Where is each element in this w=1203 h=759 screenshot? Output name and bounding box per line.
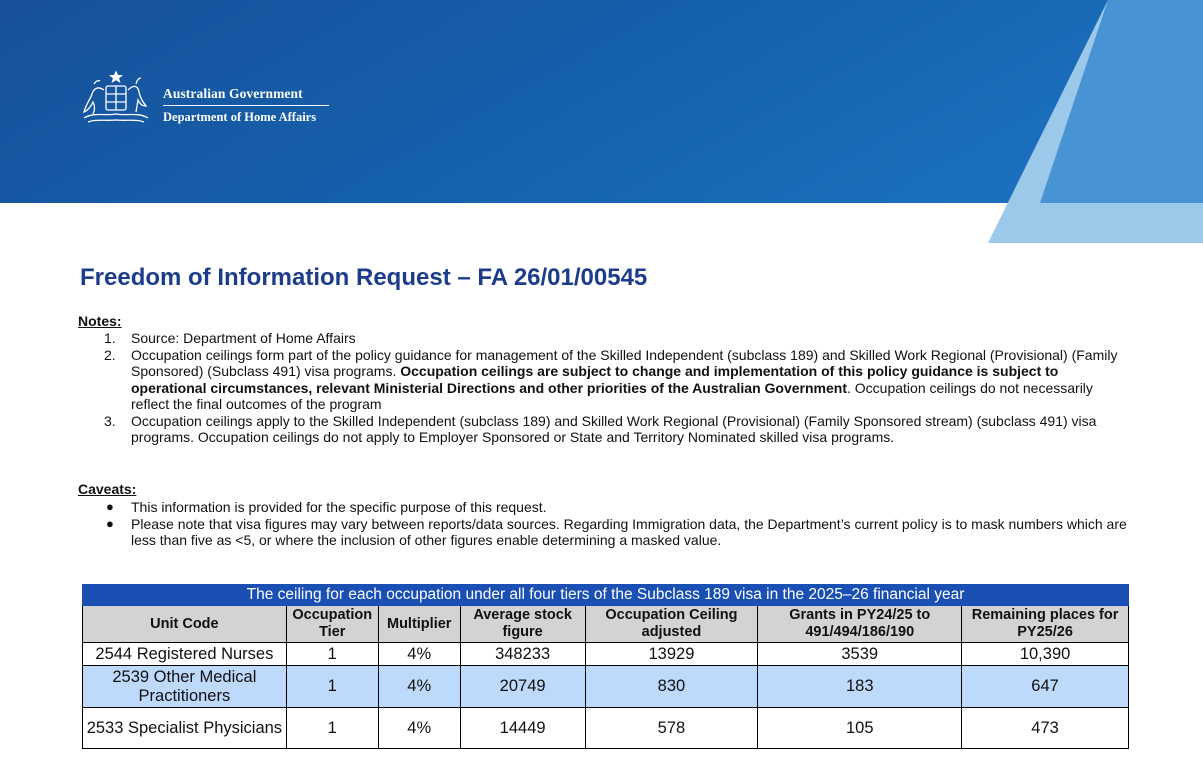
note-item-2 xyxy=(78,347,1134,413)
table-row xyxy=(83,643,1129,666)
remaining-cell: 647 xyxy=(962,666,1129,708)
notes-list xyxy=(78,330,1134,446)
stock-cell: 14449 xyxy=(460,708,585,749)
caveats-list xyxy=(78,499,1134,549)
government-logo xyxy=(76,68,336,130)
logo-divider xyxy=(163,105,329,106)
caveat-text: This information is provided for the specific purpose of this request. xyxy=(131,499,547,515)
multiplier-cell: 4% xyxy=(378,643,460,666)
column-header: Average stock figure xyxy=(460,606,585,643)
multiplier-cell: 4% xyxy=(378,708,460,749)
caveat-item-1 xyxy=(78,499,1134,516)
org-name: Australian Government xyxy=(163,86,303,101)
caveat-text: Please note that visa figures may vary between reports/data sources. Regarding Immigration data, the Department’s current policy is to mask numbers which are less than five as <5, or where the inclusion of other figures enable determining a masked value. xyxy=(131,515,1127,548)
grants-cell: 105 xyxy=(758,708,962,749)
note-text-bold: Occupation ceilings are subject to change and implementation of this policy guidance is subject to operational circumstances, relevant Ministerial Directions and other priorities of the Australian Government xyxy=(131,363,1059,396)
note-number: 2. xyxy=(104,346,116,363)
column-header: Occupation Ceiling adjusted xyxy=(585,606,758,643)
ceiling-cell: 578 xyxy=(585,708,758,749)
bullet-icon: ● xyxy=(106,515,114,531)
note-text-tail: . Occupation ceilings do not necessarily reflect the final outcomes of the program xyxy=(131,379,1093,412)
note-item-3 xyxy=(78,413,1134,446)
grants-cell: 3539 xyxy=(758,643,962,666)
tier-cell: 1 xyxy=(286,643,378,666)
tier-cell: 1 xyxy=(286,708,378,749)
column-header: Multiplier xyxy=(378,606,460,643)
unit-code-cell: 2544 Registered Nurses xyxy=(83,643,287,666)
department-name: Department of Home Affairs xyxy=(163,110,317,124)
unit-code-cell: 2533 Specialist Physicians xyxy=(83,708,287,749)
note-number: 1. xyxy=(104,330,116,346)
unit-code-cell: 2539 Other Medical Practitioners xyxy=(83,666,287,708)
bullet-icon: ● xyxy=(106,499,114,514)
column-header: Grants in PY24/25 to 491/494/186/190 xyxy=(758,606,962,643)
ceiling-cell: 830 xyxy=(585,666,758,708)
column-header: Occupation Tier xyxy=(286,606,378,643)
table-header-row xyxy=(83,606,1129,643)
page-title: Freedom of Information Request – FA 26/01/00545 xyxy=(80,264,648,291)
remaining-cell: 473 xyxy=(962,708,1129,749)
note-text: Occupation ceilings form part of the policy guidance for management of the Skilled Independent (subclass 189) and Skilled Work Regional (Provisional) (Family Sponsored) (Subclass 491) visa programs. xyxy=(131,346,1118,379)
table-caption: The ceiling for each occupation under all four tiers of the Subclass 189 visa in the 2025–26 financial year xyxy=(83,585,1129,606)
caveat-item-2 xyxy=(78,516,1134,549)
table-row xyxy=(83,666,1129,708)
column-header: Remaining places for PY25/26 xyxy=(962,606,1129,643)
note-text: Source: Department of Home Affairs xyxy=(131,330,356,346)
table-row xyxy=(83,708,1129,749)
occupation-ceiling-table xyxy=(82,584,1129,749)
multiplier-cell: 4% xyxy=(378,666,460,708)
remaining-cell: 10,390 xyxy=(962,643,1129,666)
stock-cell: 348233 xyxy=(460,643,585,666)
notes-heading: Notes: xyxy=(78,313,122,329)
note-item-1 xyxy=(78,330,1134,347)
coat-of-arms-icon xyxy=(76,68,156,128)
caveats-heading: Caveats: xyxy=(78,481,137,497)
ceiling-cell: 13929 xyxy=(585,643,758,666)
grants-cell: 183 xyxy=(758,666,962,708)
table-caption-row xyxy=(83,585,1129,606)
column-header: Unit Code xyxy=(83,606,287,643)
stock-cell: 20749 xyxy=(460,666,585,708)
note-number: 3. xyxy=(104,412,116,429)
note-text: Occupation ceilings apply to the Skilled Independent (subclass 189) and Skilled Work Regional (Provisional) (Family Sponsored stream) (subclass 491) visa programs. Occupation ceilings do not apply to Employer Sponsored or State and Territory Nominated skilled visa programs. xyxy=(131,412,1097,445)
tier-cell: 1 xyxy=(286,666,378,708)
